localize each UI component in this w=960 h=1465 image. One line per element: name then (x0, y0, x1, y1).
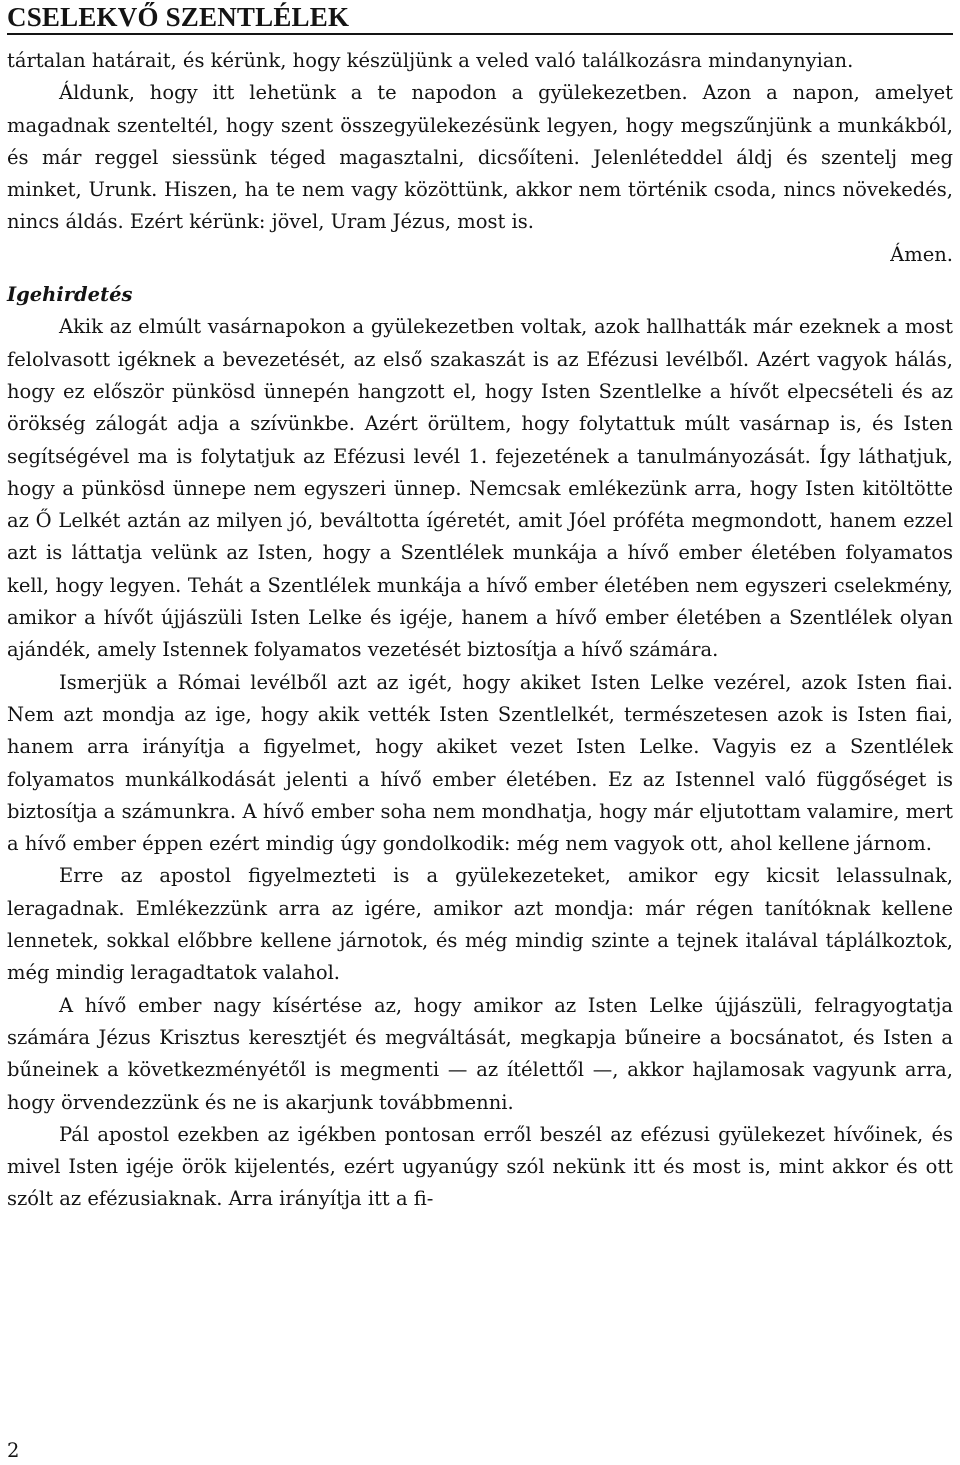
document-page (7, 0, 953, 1465)
running-head: CSELEKVŐ SZENTLÉLEK (7, 0, 953, 35)
amen-line: Ámen. (890, 242, 953, 266)
paragraph: Ismerjük a Római levélből azt az igét, hogy akiket Isten Lelke vezérel, azok Isten fiai. Nem azt mondja az ige, hogy akik vették Isten Szentlelkét, természetesen azok is Isten fiai, hanem arra irányítja a figyelmet, hogy akiket vezet Isten Lelke. Vagyis ez a Szentlélek folyamatos munkálkodását jelenti a hívő ember életében. Ez az Istennel való függőséget is biztosítja a számunkra. A hívő ember soha nem mondhatja, hogy már eljutottam valamire, mert a hívő ember éppen ezért mindig úgy gondolkodik: még nem vagyok ott, ahol kellene járnom. (7, 670, 953, 856)
paragraph: Pál apostol ezekben az igékben pontosan erről beszél az efézusi gyülekezet hívőinek, és mivel Isten igéje örök kijelentés, ezért ugyanúgy szól nekünk itt és most is, mint akkor és ott szólt az efézusiaknak. Arra irányítja itt a fi- (7, 1122, 953, 1211)
section-title: Igehirdetés (7, 283, 133, 307)
paragraph: tártalan határait, és kérünk, hogy készüljünk a veled való találkozásra mindanynyian. (7, 49, 854, 72)
page-number: 2 (7, 1439, 20, 1462)
paragraph: A hívő ember nagy kísértése az, hogy amikor az Isten Lelke újjászüli, felragyogtatja számára Jézus Krisztus keresztjét és megváltását, megkapja bűneire a bocsánatot, és Isten a bűneinek a következményétől is megmenti — az ítélettől —, akkor hajlamosak vagyunk arra, hogy örvendezzünk és ne is akarjunk továbbmenni. (7, 993, 953, 1114)
paragraph: Áldunk, hogy itt lehetünk a te napodon a gyülekezetben. Azon a napon, amelyet magadnak szenteltél, hogy szent összegyülekezésünk legyen, hogy megszűnjünk a munkákból, és már reggel siessünk téged magasztalni, dicsőíteni. Jelenléteddel áldj és szentelj meg minket, Urunk. Hiszen, ha te nem vagy közöttünk, akkor nem történik csoda, nincs növekedés, nincs áldás. Ezért kérünk: jövel, Uram Jézus, most is. (7, 81, 953, 234)
paragraph: Erre az apostol figyelmezteti is a gyülekezeteket, amikor egy kicsit lelassulnak, leragadnak. Emlékezzünk arra az igére, amikor azt mondja: már régen tanítóknak kellene lennetek, sokkal előbbre kellene járnotok, és még mindig szinte a tejnek italával táplálkoztok, még mindig leragadtatok valahol. (7, 864, 953, 985)
paragraph: Akik az elmúlt vasárnapokon a gyülekezetben voltak, azok hallhatták már ezeknek a most felolvasott igéknek a bevezetését, az első szakaszát is az Efézusi levélből. Azért vagyok hálás, hogy ez először pünkösd ünnepén hangzott el, hogy Isten Szentlelke a hívőt elpecsételi és az örökség zálogát adja a szívünkbe. Azért örültem, hogy folytattuk múlt vasárnap is, és Isten segítségével ma is folytatjuk az Efézusi levél 1. fejezetének a tanulmányozását. Így láthatjuk, hogy a pünkösd ünnepe nem egyszeri ünnep. Nemcsak emlékezünk arra, hogy Isten kitöltötte az Ő Lelkét aztán az milyen jó, beváltotta ígéretét, amit Jóel próféta megmondott, hanem ezzel azt is láttatja velünk az Isten, hogy a Szentlélek munkája a hívő ember életében folyamatos kell, hogy legyen. Tehát a Szentlélek munkája a hívő ember életében nem egyszeri cselekmény, amikor a hívőt újjászüli Isten Lelke és igéje, hanem a hívő ember életében a Szentlélek olyan ajándék, amely Istennek folyamatos vezetését biztosítja a hívő számára. (7, 315, 953, 662)
body-text (7, 45, 953, 1216)
